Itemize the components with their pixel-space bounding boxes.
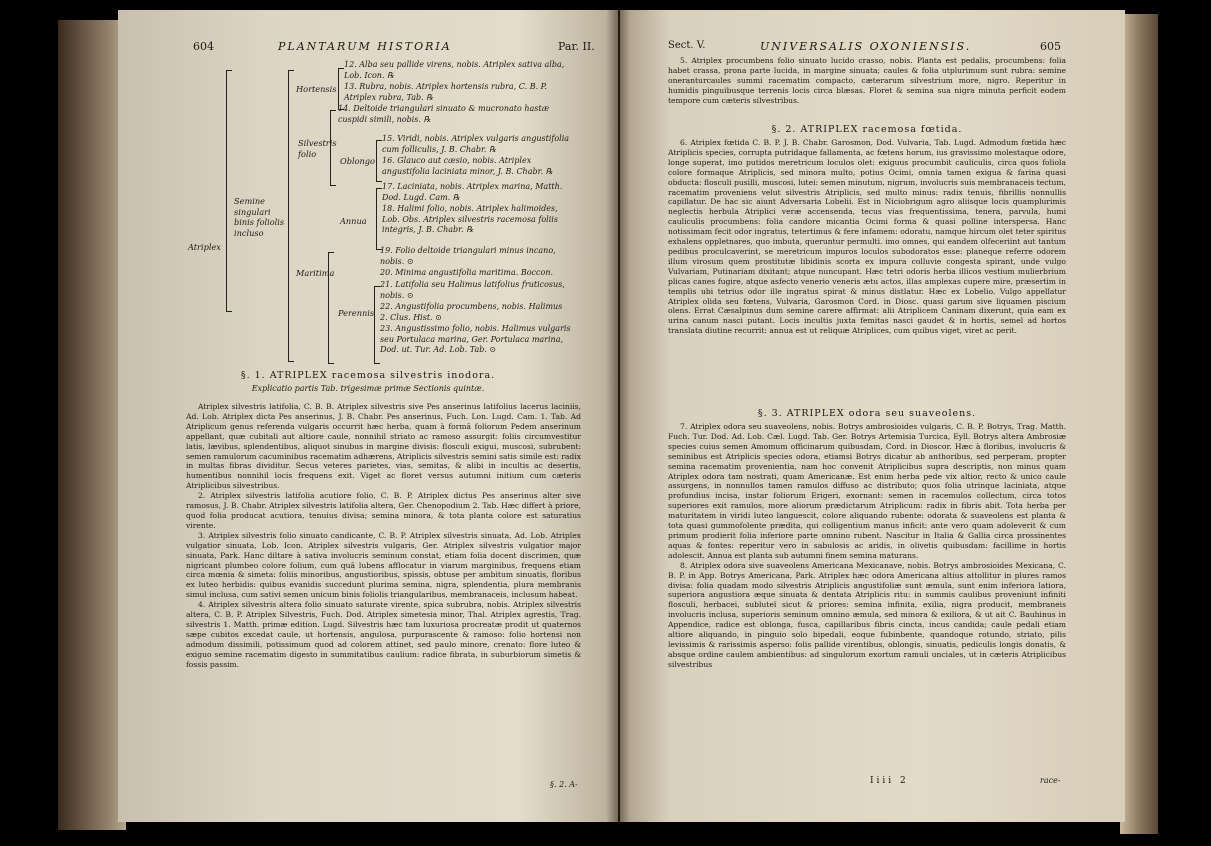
book-edge-right (1120, 14, 1158, 834)
paragraph: 8. Atriplex odora sive suaveolens Americana Mexicanave, nobis. Botrys ambrosioides Mexicana, C. B. P. in App. Botrys Americana, Park. Atriplex hæc odora Americana altius attollitur in plures ramos divisa: folia quadam modo silvestris Atriplicis angustifoliæ sunt æmula, sunt enim inferiora latiora, superiora angustiora æque sinuata & dentata Atriplicis ritu: in summis caulibus proveniunt infiniti flosculi, herbacei, subluteï sicut & priores: semina infinita, exilia, nigra producit, membraneis involucris inclusa, superioris seminum omnino æmula, sed minora & exiliora, & ut ait C. Bauhinus in Appendice, radice est oblonga, fusca, capillaribus fibris cincta, incus candida; caule pedali etiam altiore aliquando, in pinguio solo bipedali, eoque fubinbente, quandoque rotundo, striato, pilis levissimis & rarissimis asperso: folis pallide virentibus, oblongis, sinuatis, pediculis longis donatis, & absque ordine caulem ambientibus: ad singulorum exortum ramuli unciales, ut in cæteris Atriplicibus silvestribus (668, 560, 1066, 669)
entry-18: 18. Halimi folio, nobis. Atriplex halimoides, Lob. Obs. Atriplex silvestris racemosa foliis integris, J. B. Chabr. ℞ (382, 204, 558, 235)
entry-16: 16. Glauco aut cæsio, nobis. Atriplex angustifolia laciniata minor, J. B. Chabr. ℞ (382, 156, 553, 176)
section-3-body (668, 422, 1066, 670)
entry-20: 20. Minima angustifolia maritima. Boccon. (380, 268, 554, 277)
paragraph: 3. Atriplex silvestris folio sinuato candicante, C. B. P. Atriplex silvestris sinuata, Ad. Lob. Atriplex vulgatior sinuata, Lob. Icon. Atriplex silvestris vulgaris, Ger. Atriplex silvestris vulgatior major sinuata, Park. Hanc diltare à sativa involucris seminum constat, etiam folia docent discrimen, quæ nigricant plumbeo colore folium, cum quâ lubens afflocatur in viarum marginibus, frequens etiam circa mœnia & simeta: foliis minoribus, angustioribus, spissis, obtuse per ambitum sinuatis, floribus ex luteo herbidis: quibus evanidis succedunt plurima semina, nigra, splendentia, plura membranis simul inclusa, cum sativi semen unicum binis foliolis triangularibus, membranaceis, inclusum habeat. (186, 530, 581, 600)
left-page (118, 10, 618, 822)
paragraph: 4. Atriplex silvestris altera folio sinuato saturate virente, spica subrubra, nobis. Atriplex silvestris altera, C. B. P. Atriplex Silvestris, Fuch. Dod. Atriplex simetesia minor, Thal. Atriplex agrestis, Trag. silvestris 1. Matth. primæ edition. Lugd. Silvestris hæc tam luxuriosa procreatæ prodit ut quaternos sæpe cubitos excedat caule, ut hortensis, angulosa, purpurascente & ramoso: folio hortensi non admodum dissimili, potissimum quod ad colorem attinet, sed paulo minore, crenato: flore luteo & exiguo semine racematim digesto in summitatibus caulium: radice fibrata, in suburbiorum simetis & fossis passim. (186, 600, 581, 669)
tree-branch-maritima: Maritima (296, 268, 335, 278)
book-gutter (606, 10, 630, 822)
right-page (620, 10, 1125, 822)
section-2-body (668, 138, 1066, 336)
section-heading-3: §. 3. ATRIPLEX odora seu suaveolens. (757, 408, 977, 419)
entry-22: 22. Angustifolia procumbens, nobis. Halimus 2. Clus. Hist. ⊙ (380, 302, 563, 322)
paragraph: Atriplex silvestris latifolia, C. B. B. Atriplex silvestris sive Pes anserinus latifolius lacerus laciniis, Ad. Lob. Atriplex dicta Pes anserinus, J. B. Chabr. Pes anserinus, Fuch. Lon. Lugd. Cam. 1. Tab. Ad Atriplicum genus referenda vulgaris occurrit hæc herba, quam à formâ foliorum Pedem anserinum appellant, quæ cubitali aut altiore caule, nonnihil striato ac ramoso assurgit: foliis circumvestitur latis, lævibus, splendentibus, aliquot sinubus in margine divisis: flosculi exigui, muscosi, subrubent: semen ramulorum cacuminibus racematim adhærens, Atriplicis silvestris semini satis simile est: radix in multas fibras dividitur. Secus veteres parietes, vias, semitas, & alibi in incultis ac desertis, humentibus nonnihil locis frequens exit. Viget ac floret versus autumni initium cum cæteris Atriplicibus silvestribus. (186, 402, 581, 491)
section-heading: §. 1. ATRIPLEX racemosa silvestris inodora. (240, 370, 496, 381)
tree-brace (288, 70, 294, 362)
catchword: race- (1040, 776, 1061, 785)
entry-14: 14. Deltoide triangulari sinuato & mucronato hastæ cuspidi simili, nobis. ℞ (338, 104, 550, 124)
part-label: Par. II. (558, 40, 595, 53)
entry-15: 15. Viridi, nobis. Atriplex vulgaris angustifolia cum folliculis, J. B. Chabr. ℞ (382, 134, 570, 154)
section-heading-2: §. 2. ATRIPLEX racemosa fœtida. (771, 124, 963, 135)
classification-tree (118, 10, 618, 370)
entry-21: 21. Latifolia seu Halimus latifolius fruticosus, nobis. ⊙ (380, 280, 565, 300)
tree-root-label: Atriplex (188, 242, 221, 252)
tree-brace (330, 110, 336, 186)
tree-branch-silvestris: Silvestris folio (298, 138, 337, 159)
page-number: 605 (1040, 40, 1061, 53)
entry-19: 19. Folio deltoide triangulari minus incano, nobis. ⊙ (380, 246, 556, 266)
tree-group-label: Semine singulari binis foliolis incluso (234, 196, 285, 238)
entry-17: 17. Laciniata, nobis. Atriplex marina, Matth. Dod. Lugd. Cam. ℞ (382, 182, 563, 202)
running-head: UNIVERSALIS OXONIENSIS. (760, 40, 972, 53)
tree-brace (328, 252, 334, 364)
paragraph: 6. Atriplex fœtida C. B. P. J. B. Chabr. Garosmon, Dod. Vulvaria, Tab. Lugd. Admodum fœtida hæc Atriplicis species, corrupta putridaque fallamenta, ac fœtens horum, ius gravissimo molestaque odore, longe superat, imo putidos meretricum loculos olet: exiguus procumbit cauliculis, circa quos foliola colore formaque Atriplicis, sed minora multo, potius Ocimi, omnia tamen exigua & farina quasi obducta: flosculi pusilli, muscosi, lutei: semen minutum, nigrum, involucris suis membranaceis tectum, racematim proveniens velut silvestris Atriplicis, sed multo minus: radix tenuis, fibrillis nonnullis capillatur. De hac sic aiunt Adversaria Lobelii. Est in Niciobrigum agro aliisque locis quamplurimis neglectis herbula Atriplici veræ accensenda, tecus vias frequentissima, tenera, parvula, humi cauliculis procumbens: folia candore micantia Ocimi forma & quasi polline interspersa. Hanc notissimam fecit odor ingratus, tetertimus & fere infamem: odoratu, namque hircum olet teter spiritus exhalens oppletnares, quo imbuta, queruntur permulti. imo omnes, qui eandem olfeceriint aut tantum pedibus proculcaverint, se meretricum impuros loculos subodoratos esse: planeque referre odorem illum virosum quem prostitutæ libidinis scorta ex impura colluvie congesta spirant, unde vulgo Vulvariam, Putinariam dixitant; atque nuncupant. Hæc tetri odoris herba illicos vestium mulierbrium plicas canes fugire, atque asfecto venerio veneris ætu actos, illas amplexas cupere mire, præsertim in templis ubi tetrius odor ille ingratus spirat & minus distlatur. Hæc ex Lobelio. Vulgo appellatur Atriplex olida seu fœtens, Vulvaria, Garosmon Cord. in Diosc. quasi garum sive liquamen piscium olens. Errat Cæsalpinus dum semine carere affirmat: alii Atriplicem Caninam dixerunt, quia eam ex urina canum nasci putant. Locis incultis juxta femitas nasci gaudet & in hortis, semel ad hortos translata diutine recurrit: annua est ut reliquæ Atriplices, cum quibus viget, viret ac perit. (668, 138, 1066, 336)
page-number: 604 (193, 40, 214, 53)
entry-12: 12. Alba seu pallide virens, nobis. Atriplex sativa alba, Lob. Icon. ℞ (344, 60, 565, 80)
section-subheading: Explicatio partis Tab. trigesimæ primæ Sectionis quintæ. (251, 384, 485, 393)
signature-mark: Iiii 2 (870, 776, 909, 786)
tree-branch-annua: Annua (340, 216, 367, 226)
tree-branch-hortensis: Hortensis (296, 84, 337, 94)
paragraph: 2. Atriplex silvestris latifolia acutiore folio, C. B. P. Atriplex dictus Pes anserinus alter sive ramosus, J. B. Chabr. Atriplex silvestris latifolia altera, Ger. Chenopodium 2. Tab. Hæc differt à priore, quod folia producat acutiora, tenuius divisa; semina minora, & tota planta colore est saturatius virente. (186, 491, 581, 530)
intro-paragraph (668, 56, 1066, 106)
section-label: Sect. V. (668, 40, 706, 51)
left-body-text (186, 402, 581, 669)
paragraph: 5. Atriplex procumbens folio sinuato lucido crasso, nobis. Planta est pedalis, procumbens: folia habet crassa, prona parte lucida, in margine sinuata; caules & folia utplurimum sunt rubra: semine oneranturcaules summi racematim compacto, cæterarum silvestrium more, nigro. Reperitur in humidis pinguibusque terrenis locis circa blæsas. Floret & semina sua nigra minuta perficit eodem tempore cum cæteris silvestribus. (668, 56, 1066, 105)
catchword: §. 2. A- (550, 780, 578, 789)
entry-23: 23. Angustissimo folio, nobis. Halimus vulgaris seu Portulaca marina, Ger. Portulaca marina, Dod. ut. Tur. Ad. Lob. Tab. ⊙ (380, 324, 571, 355)
running-head: PLANTARUM HISTORIA (278, 40, 452, 53)
tree-branch-oblongo: Oblongo (340, 156, 375, 166)
paragraph: 7. Atriplex odora seu suaveolens, nobis. Botrys ambrosioides vulgaris, C. B. P. Botrys, Trag. Matth. Fuch. Tur. Dod. Ad. Lob. Cæl. Lugd. Tab. Ger. Botrys Artemisia Turcica, Eyll. Botrys altera Ambrosiæ species cuius semen Amomum officinarum quibusdam, Cord. in Dioscor. Hæc à floribus, involucris & seminibus est Atriplicis species odora, etiamsi Botrys dicatur ab anthoribus, sed perperam, propter semina racematim provenientia, nam hoc convenit Atriplicibus supra descriptis, non minus quam Atriplex odora tam nostrati, quam Americanæ. Est enim herba pede vix altior, recto & unico caule assurgens, in nonnullos tamen ramulos diffuso ac distributo; quos folia utrinque laciniata, atque profundius incisa, instar foliorum Erigeri, exornant: semen in racemulos collectum, circa totos superiores exit ramulos, more aliorum prædictarum Atriplicum: radix in fibris abit. Tota herba per maturitatem in viridi luteo languescit, colore aliquando rubente: odorata & suaveolens est planta & tota quasi gummofolente prædita, qui colligentium manus inficit: ante vero quam adoleverit & cum primum prodierit folia inferiore parte omnino rubent. Nascitur in Italia & Gallia circa prossinentes aquas & fontes: reperitur vero in sabulosis ac aridis, in olivetis quibusdam: facillime in hortis adolescit. Annua est planta sub autumni finem semina maturans. (668, 422, 1066, 560)
tree-brace (226, 70, 232, 312)
entry-13: 13. Rubra, nobis. Atriplex hortensis rubra, C. B. P. Atriplex rubra, Tab. ℞ (344, 82, 547, 102)
tree-branch-perennis: Perennis (338, 308, 375, 318)
book-spine-left (58, 20, 126, 830)
